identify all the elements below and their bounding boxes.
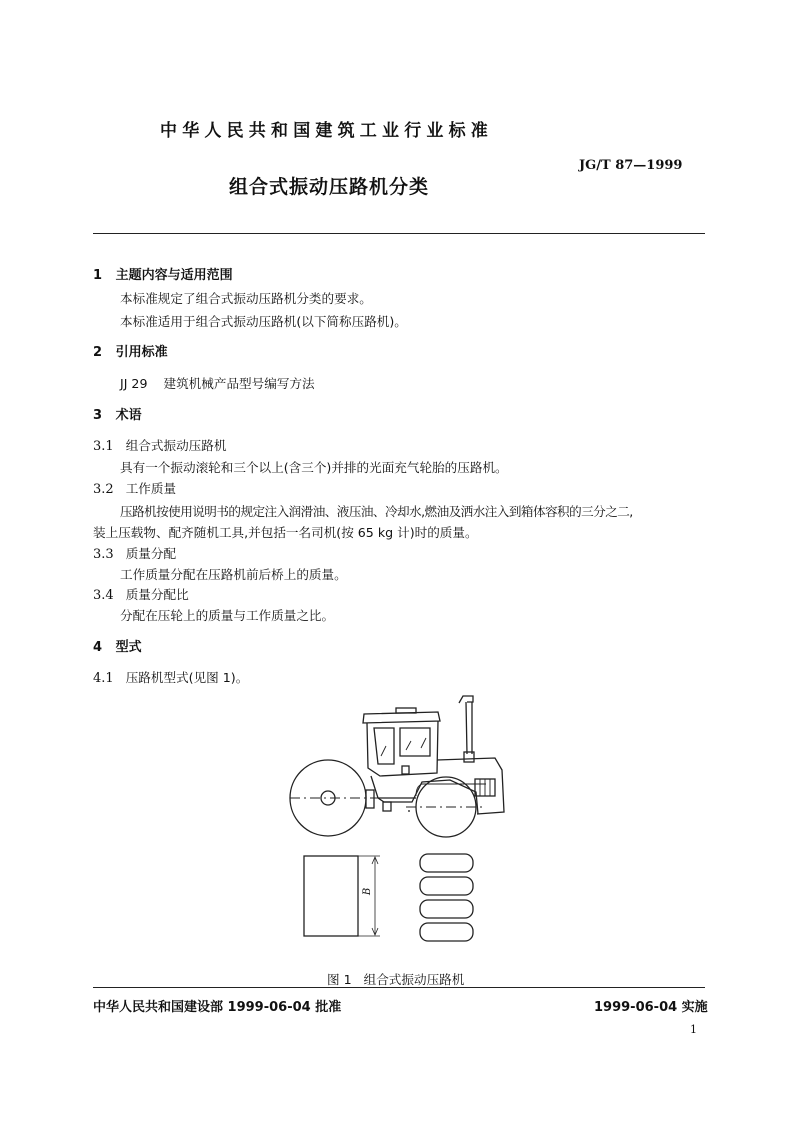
- term-number: 3.2: [93, 482, 114, 497]
- referenced-standard: JJ 29 建筑机械产品型号编写方法: [120, 376, 315, 391]
- clause-number: 4.1: [93, 671, 114, 686]
- term-3-1-definition: 具有一个振动滚轮和三个以上(含三个)并排的光面充气轮胎的压路机。: [120, 460, 508, 475]
- implementation-date: 1999-06-04 实施: [594, 1000, 708, 1015]
- term-number: 3.3: [93, 547, 114, 562]
- window-glare: [381, 738, 426, 756]
- figure-caption: 图 1 组合式振动压路机: [327, 972, 465, 987]
- drum-width-label: B: [362, 887, 374, 896]
- section-title: 型式: [115, 640, 142, 655]
- section-title: 引用标准: [115, 345, 168, 360]
- term-3-2-definition-line-2: 装上压载物、配齐随机工具,并包括一名司机(按 65 kg 计)时的质量。: [93, 525, 478, 540]
- section-number: 4: [93, 640, 103, 655]
- header-divider: [93, 233, 705, 234]
- term-title: 质量分配比: [125, 587, 189, 602]
- tyre-plan-3: [420, 900, 473, 918]
- cab-window-left: [374, 728, 394, 764]
- door-handle: [402, 766, 409, 774]
- clause-text: 压路机型式(见图 1)。: [125, 670, 249, 685]
- document-title: 组合式振动压路机分类: [229, 176, 430, 198]
- drum-bracket: [366, 790, 374, 808]
- term-3-2-heading: [93, 478, 176, 497]
- term-3-3-definition: 工作质量分配在压路机前后桥上的质量。: [120, 567, 347, 582]
- section-1-para-2: 本标准适用于组合式振动压路机(以下简称压路机)。: [120, 314, 407, 329]
- roller-figure: [280, 686, 530, 948]
- bracket-bolt: [383, 802, 391, 811]
- cab-window-right: [400, 728, 430, 756]
- issuing-body-header: 中华人民共和国建筑工业行业标准: [160, 121, 493, 141]
- section-title: 术语: [115, 408, 142, 423]
- section-title: 主题内容与适用范围: [115, 268, 233, 283]
- tyre-plan-4: [420, 923, 473, 941]
- section-1-para-1: 本标准规定了组合式振动压路机分类的要求。: [120, 291, 372, 306]
- cab-roof: [363, 712, 440, 723]
- page-number: 1: [690, 1023, 697, 1036]
- term-3-4-definition: 分配在压轮上的质量与工作质量之比。: [120, 608, 335, 623]
- term-3-1-heading: [93, 435, 226, 454]
- term-title: 工作质量: [125, 481, 177, 496]
- section-number: 2: [93, 345, 103, 360]
- drum-plan-view: [304, 856, 358, 936]
- steering-column: [466, 702, 472, 754]
- term-title: 质量分配: [125, 546, 177, 561]
- term-3-2-definition-line-1: 压路机按使用说明书的规定注入润滑油、液压油、冷却水,燃油及洒水注入到箱体容积的三分之二,: [120, 504, 633, 519]
- section-2-heading: [93, 341, 168, 360]
- footer-divider: [93, 987, 705, 988]
- term-title: 组合式振动压路机: [125, 438, 227, 453]
- clause-4-1: [93, 667, 248, 686]
- section-4-heading: [93, 636, 142, 655]
- standard-code: JG/T 87—1999: [579, 158, 683, 173]
- section-number: 3: [93, 408, 103, 423]
- tyre-plan-1: [420, 854, 473, 872]
- section-3-heading: [93, 404, 142, 423]
- section-1-heading: [93, 264, 233, 283]
- term-number: 3.1: [93, 439, 114, 454]
- steering-wheel: [459, 696, 473, 703]
- section-number: 1: [93, 268, 103, 283]
- engine-hood: [437, 758, 504, 814]
- term-3-3-heading: [93, 543, 176, 562]
- approval-statement: 中华人民共和国建设部 1999-06-04 批准: [93, 1000, 342, 1015]
- term-3-4-heading: [93, 584, 189, 603]
- tyre-plan-2: [420, 877, 473, 895]
- term-number: 3.4: [93, 588, 114, 603]
